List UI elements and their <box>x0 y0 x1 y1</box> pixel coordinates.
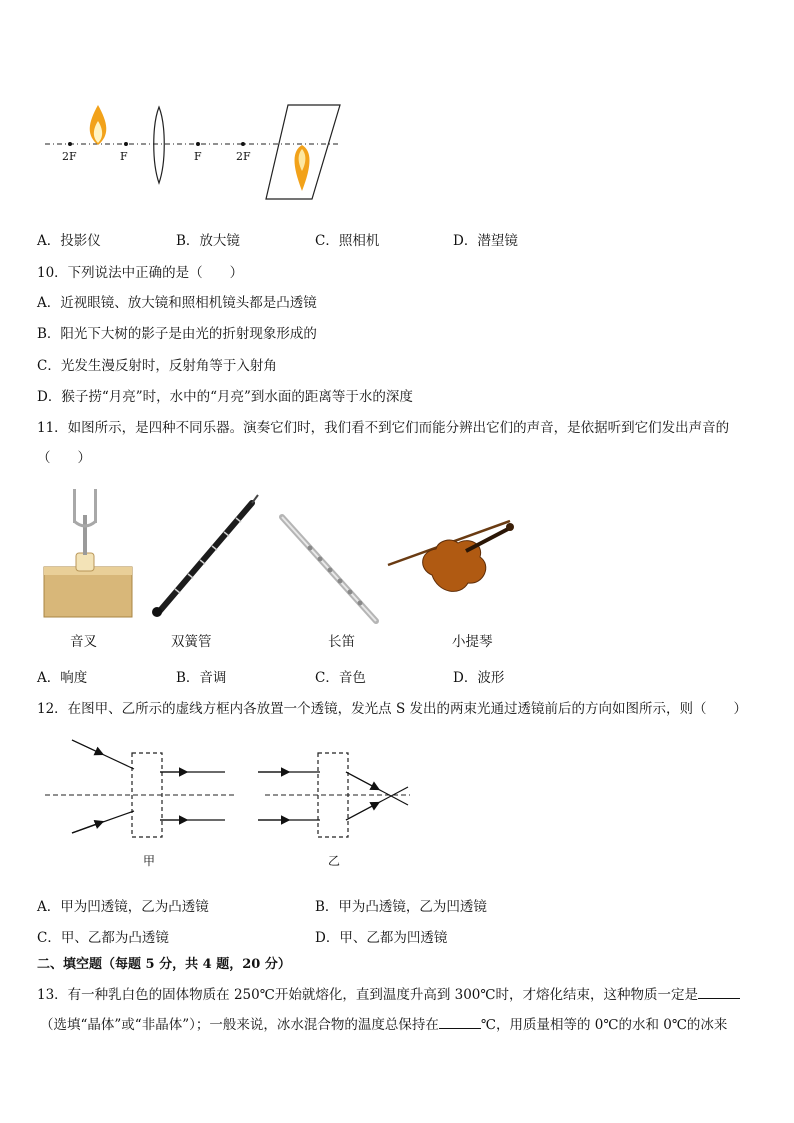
caption-flute: 长笛 <box>328 634 355 650</box>
q10-option-a: A．近视眼镜、放大镜和照相机镜头都是凸透镜 <box>37 295 317 311</box>
q13-line2-text-a: （选填“晶体”或“非晶体”）；一般来说，冰水混合物的温度总保持在 <box>40 1017 439 1033</box>
flame-icon <box>90 105 107 145</box>
point-f-right <box>196 142 200 146</box>
label-2f-right: 2F <box>236 150 251 163</box>
label-jia: 甲 <box>143 854 156 868</box>
q10-stem: 10．下列说法中正确的是（ ） <box>37 265 244 281</box>
point-2f-left <box>68 142 72 146</box>
q13-line2 <box>40 1013 727 1033</box>
q10-option-c: C．光发生漫反射时，反射角等于入射角 <box>37 358 277 374</box>
instruments-figure <box>40 485 520 625</box>
q11-stem-line2: （ ） <box>37 450 91 466</box>
q10-option-b: B．阳光下大树的影子是由光的折射现象形成的 <box>37 326 317 342</box>
flute-icon <box>282 517 376 621</box>
diagram-jia <box>45 740 235 837</box>
label-2f-left: 2F <box>62 150 77 163</box>
caption-tuning-fork: 音叉 <box>70 634 97 650</box>
q9-option-c: C．照相机 <box>315 233 380 249</box>
label-f-right: F <box>194 150 202 163</box>
inverted-flame-icon <box>295 145 310 191</box>
caption-violin: 小提琴 <box>452 634 493 650</box>
oboe-icon <box>152 495 258 617</box>
q11-option-b: B．音调 <box>176 670 227 686</box>
diagram-yi <box>258 753 410 837</box>
q10-option-d: D．猴子捞“月亮”时，水中的“月亮”到水面的距离等于水的深度 <box>37 389 413 405</box>
q12-option-a: A．甲为凹透镜，乙为凸透镜 <box>37 899 209 915</box>
q13-line1-text: 13．有一种乳白色的固体物质在 250℃开始就熔化，直到温度升高到 300℃时，才熔化结束，这种物质一定是 <box>37 987 698 1003</box>
q13-blank-2[interactable] <box>439 1016 481 1029</box>
q11-stem-line1: 11．如图所示，是四种不同乐器。演奏它们时，我们看不到它们而能分辨出它们的声音，是依据听到它们发出声音的 <box>37 420 730 436</box>
q12-option-d: D．甲、乙都为凹透镜 <box>315 930 448 946</box>
q12-stem: 12．在图甲、乙所示的虚线方框内各放置一个透镜，发光点 S 发出的两束光通过透镜前后的方向如图所示，则（ ） <box>37 701 748 717</box>
label-f-left: F <box>120 150 128 163</box>
q11-option-a: A．响度 <box>37 670 88 686</box>
tuning-fork-icon <box>44 489 132 617</box>
violin-icon <box>388 521 514 591</box>
q12-option-b: B．甲为凸透镜，乙为凹透镜 <box>315 899 487 915</box>
q12-option-c: C．甲、乙都为凸透镜 <box>37 930 169 946</box>
q11-option-d: D．波形 <box>453 670 505 686</box>
q9-option-b: B．放大镜 <box>176 233 240 249</box>
q13-line1 <box>37 983 740 1003</box>
q11-option-c: C．音色 <box>315 670 366 686</box>
point-f-left <box>124 142 128 146</box>
q13-blank-1[interactable] <box>698 986 740 999</box>
point-2f-right <box>241 142 245 146</box>
section-note: （每题 5 分，共 4 题，20 分） <box>102 957 291 972</box>
q9-option-a: A．投影仪 <box>37 233 101 249</box>
ray-diagram <box>40 735 420 845</box>
q9-option-d: D．潜望镜 <box>453 233 518 249</box>
caption-oboe: 双簧管 <box>171 634 212 650</box>
q13-line2-text-b: ℃，用质量相等的 0℃的水和 0℃的冰来 <box>480 1017 728 1033</box>
convex-lens <box>154 107 165 183</box>
label-yi: 乙 <box>328 854 341 868</box>
section-title: 二、填空题 <box>37 957 103 972</box>
section-heading <box>37 953 291 972</box>
